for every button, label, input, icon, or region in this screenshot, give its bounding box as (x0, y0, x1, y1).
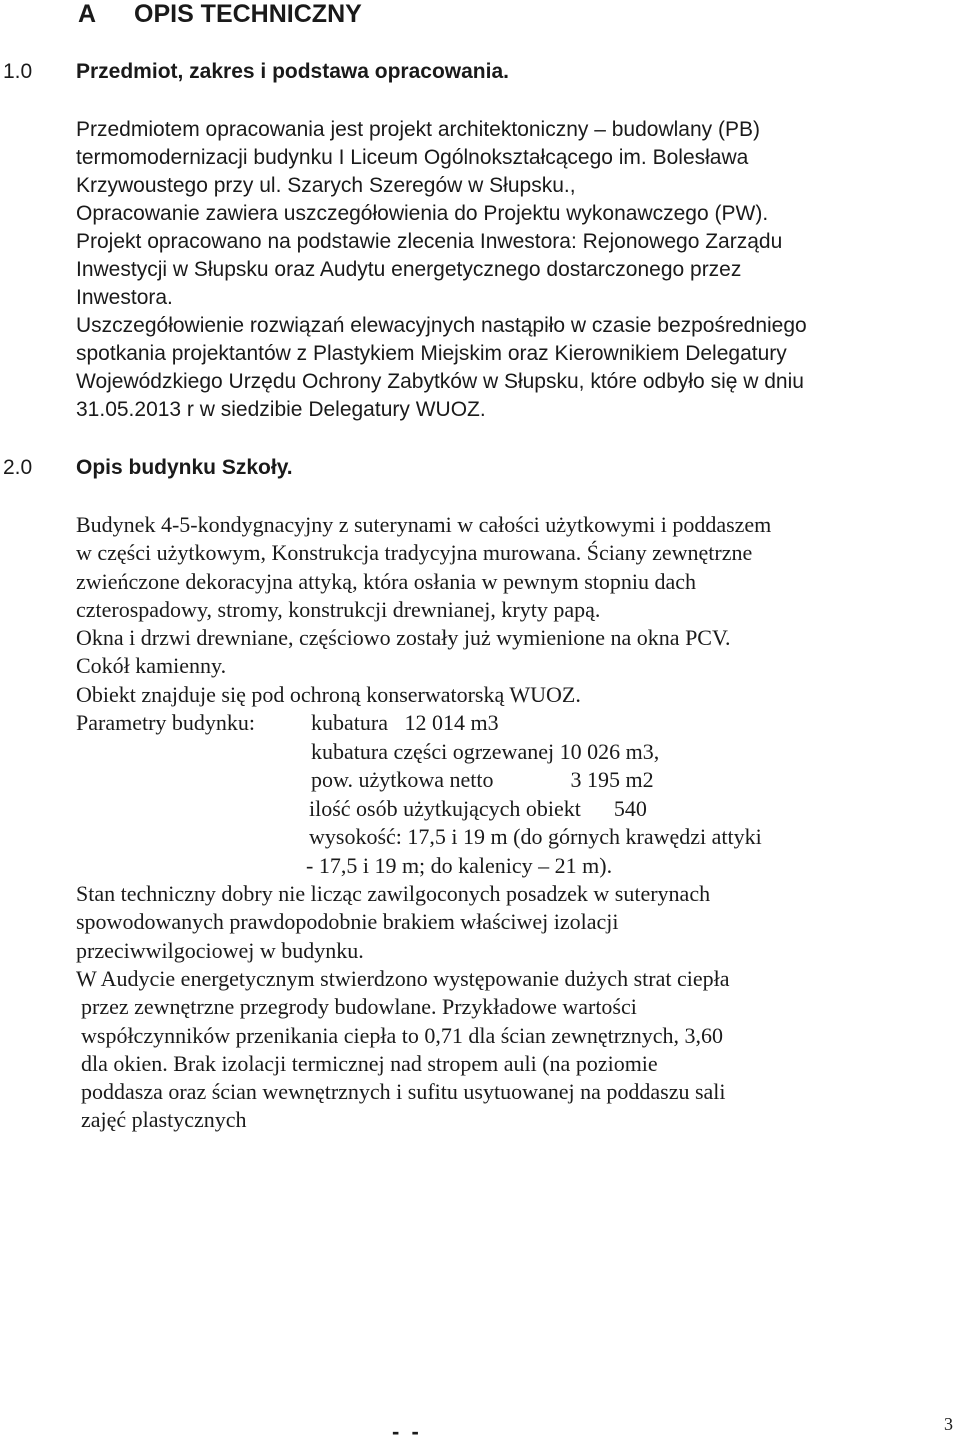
parameter-item: kubatura części ogrzewanej 10 026 m3, (311, 739, 660, 764)
text-line: Inwestycji w Słupsku oraz Audytu energetycznego dostarczonego przez (76, 258, 742, 281)
text-line: Cokół kamienny. (76, 653, 227, 679)
text-line: przez zewnętrzne przegrody budowlane. Przykładowe wartości (81, 994, 637, 1020)
parameter-item: kubatura 12 014 m3 (311, 710, 499, 735)
section-2-number: 2.0 (3, 456, 33, 479)
text-line: Przedmiotem opracowania jest projekt architektoniczny – budowlany (PB) (76, 118, 760, 141)
text-line: W Audycie energetycznym stwierdzono występowanie dużych strat ciepła (76, 966, 730, 991)
text-line: Uszczegółowienie rozwiązań elewacyjnych nastąpiło w czasie bezpośredniego (76, 314, 807, 337)
text-line: Projekt opracowano na podstawie zlecenia Inwestora: Rejonowego Zarządu (76, 230, 783, 253)
section-1-heading: Przedmiot, zakres i podstawa opracowania. (76, 60, 509, 83)
section-1-number: 1.0 (3, 60, 33, 83)
text-line: spowodowanych prawdopodobnie brakiem właściwej izolacji (76, 909, 619, 935)
text-line: poddasza oraz ścian wewnętrznych i sufitu usytuowanej na poddaszu sali (81, 1079, 726, 1105)
text-line: 31.05.2013 r w siedzibie Delegatury WUOZ. (76, 398, 486, 421)
condition-text (76, 880, 710, 965)
parameters-label: Parametry budynku: (76, 710, 256, 735)
parameter-item: wysokość: 17,5 i 19 m (do górnych krawędzi attyki (309, 824, 762, 849)
text-line: przeciwwilgociowej w budynku. (76, 937, 364, 963)
text-line: współczynników przenikania ciepła to 0,71 dla ścian zewnętrznych, 3,60 (81, 1022, 724, 1048)
footer-marker: - - (392, 1419, 419, 1444)
text-line: Inwestora. (76, 286, 173, 309)
text-line: Wojewódzkiego Urzędu Ochrony Zabytków w Słupsku, które odbyło się w dniu (76, 370, 804, 393)
text-line: spotkania projektantów z Plastykiem Miejskim oraz Kierownikiem Delegatury (76, 342, 787, 365)
text-line: Okna i drzwi drewniane, częściowo zostały już wymienione na okna PCV. (76, 625, 731, 651)
parameter-item: - 17,5 i 19 m; do kalenicy – 21 m). (306, 853, 613, 878)
text-line: Stan techniczny dobry nie licząc zawilgoconych posadzek w suterynach (76, 881, 711, 906)
text-line: Opracowanie zawiera uszczegółowienia do Projektu wykonawczego (PW). (76, 202, 769, 225)
section-2-description (76, 511, 771, 709)
text-line: w części użytkowym, Konstrukcja tradycyjna murowana. Ściany zewnętrzne (76, 540, 753, 566)
text-line: zajęć plastycznych (81, 1107, 247, 1133)
text-line: czterospadowy, stromy, konstrukcji drewnianej, kryty papą. (76, 596, 601, 622)
section-1-text (76, 116, 807, 424)
title-letter: A (78, 0, 97, 28)
text-line: termomodernizacji budynku I Liceum Ogólnokształcącego im. Bolesława (76, 146, 749, 169)
parameter-item: pow. użytkowa netto 3 195 m2 (311, 767, 654, 792)
text-line: zwieńczone dekoracyjna attyką, która osłania w pewnym stopniu dach (76, 568, 697, 594)
audit-text (76, 965, 729, 1135)
document-title: OPIS TECHNICZNY (134, 0, 362, 28)
text-line: dla okien. Brak izolacji termicznej nad stropem auli (na poziomie (81, 1050, 658, 1076)
text-line: Budynek 4-5-kondygnacyjny z suterynami w całości użytkowymi i poddaszem (76, 512, 772, 537)
text-line: Obiekt znajduje się pod ochroną konserwatorską WUOZ. (76, 681, 581, 707)
section-2-heading: Opis budynku Szkoły. (76, 456, 293, 479)
page-number: 3 (944, 1414, 953, 1434)
parameter-item: ilość osób użytkujących obiekt 540 (309, 796, 647, 821)
text-line: Krzywoustego przy ul. Szarych Szeregów w Słupsku., (76, 174, 576, 197)
